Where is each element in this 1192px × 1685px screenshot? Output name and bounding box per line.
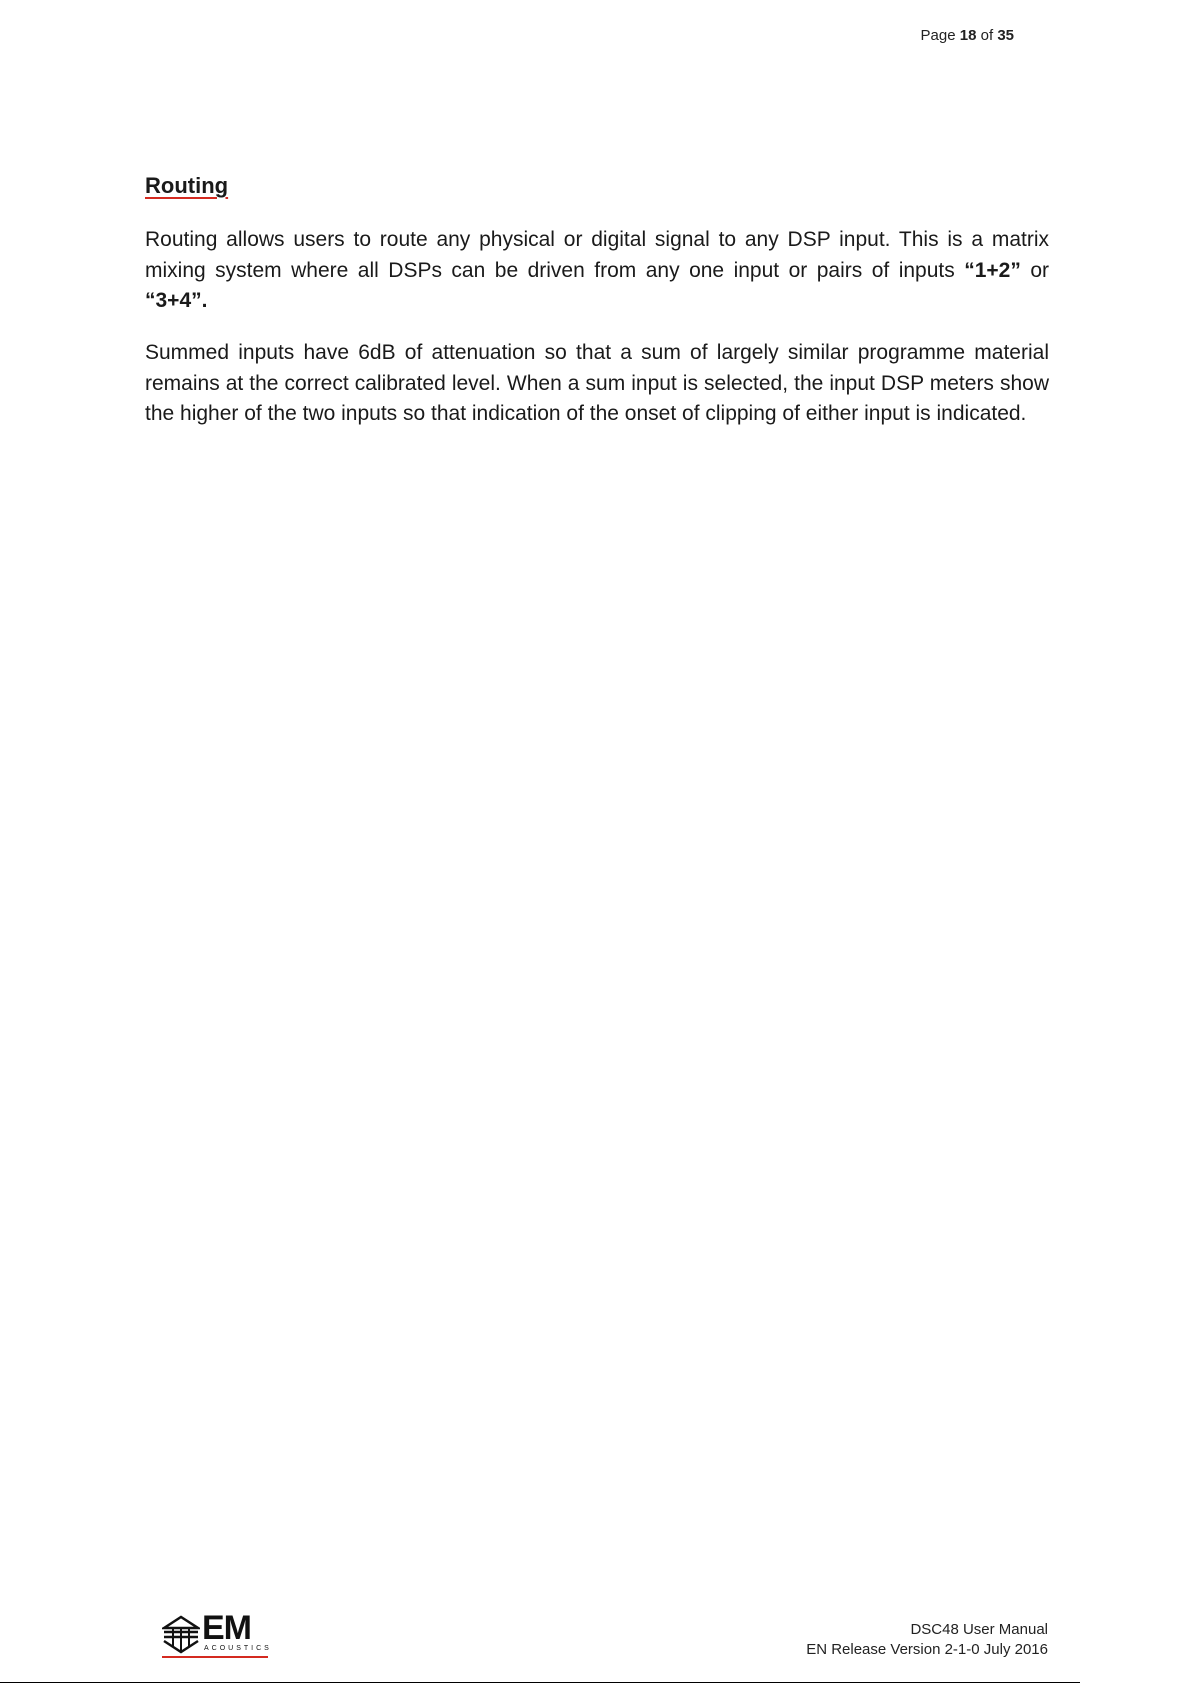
routing-paragraph-1 — [145, 225, 1049, 317]
release-version: EN Release Version 2-1-0 July 2016 — [806, 1641, 1048, 1658]
logo-emblem-icon — [162, 1614, 200, 1654]
p1-text-b: or — [1020, 258, 1050, 282]
page-total: 35 — [997, 27, 1014, 44]
routing-paragraph-2: Summed inputs have 6dB of attenuation so that a sum of largely similar programme material remains at the correct calibrated level. When a sum input is selected, the input DSP meters show the higher of the two inputs so that indication of the onset of clipping of either input is indicated. — [145, 341, 1049, 425]
logo-wordmark: EM — [202, 1609, 251, 1647]
doc-title: DSC48 User Manual — [910, 1621, 1048, 1638]
footer-info — [806, 1620, 1048, 1660]
p1-bold-b: “3+4”. — [145, 289, 208, 312]
page-of: of — [980, 27, 994, 44]
section-heading: Routing — [145, 173, 229, 198]
p1-bold-a: “1+2” — [964, 258, 1021, 282]
footer-divider — [0, 1682, 1080, 1683]
page-current: 18 — [959, 27, 977, 44]
p1-text-a: Routing allows users to route any physical or digital signal to any DSP input. This is a matrix mixing system where all DSPs can be driven from any one input or pairs of inputs — [145, 228, 1049, 282]
em-acoustics-logo — [162, 1609, 272, 1660]
page-number — [921, 27, 1014, 44]
page-prefix: Page — [920, 27, 956, 44]
logo-underline — [162, 1656, 268, 1658]
logo-subtext: ACOUSTICS — [204, 1645, 272, 1652]
